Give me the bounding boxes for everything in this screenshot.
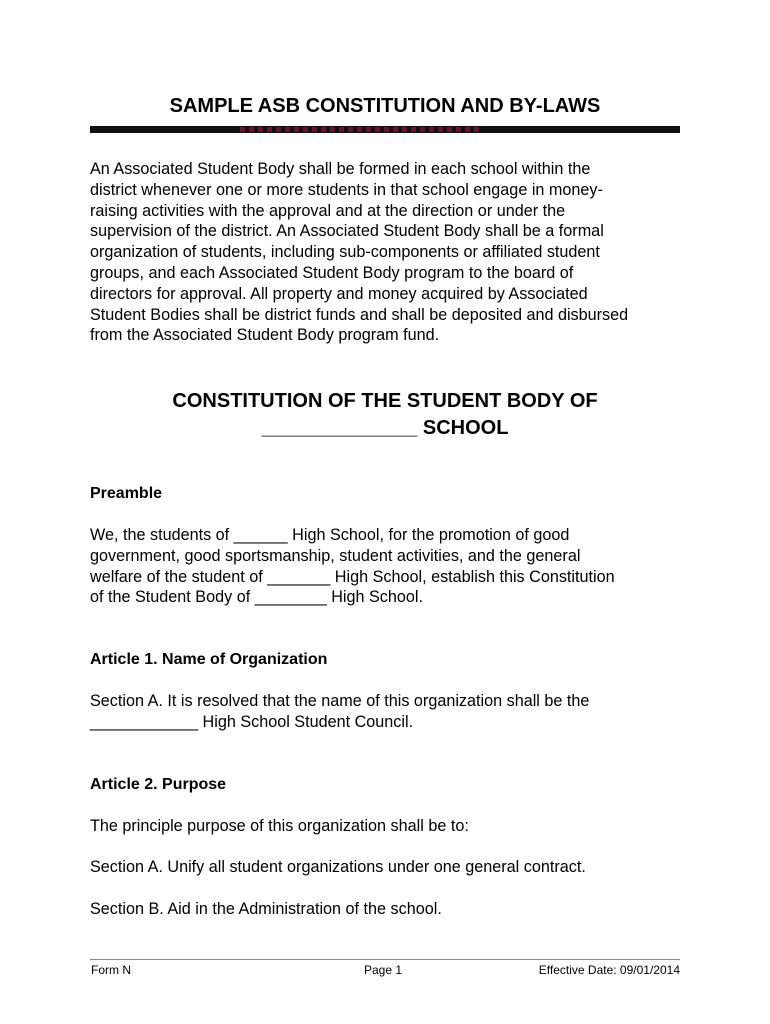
constitution-heading-line2: ______________ SCHOOL (261, 417, 509, 439)
intro-line: supervision of the district. An Associated Student Body shall be a formal (90, 222, 604, 241)
intro-paragraph (90, 159, 690, 346)
title-divider-pattern (240, 127, 480, 132)
preamble-line: We, the students of ______ High School, for the promotion of good (90, 526, 570, 544)
article1-section-a (90, 691, 690, 733)
article2-intro: The principle purpose of this organization shall be to: (90, 817, 469, 835)
intro-line: district whenever one or more students in that school engage in money- (90, 180, 603, 199)
preamble-line: government, good sportsmanship, student activities, and the general (90, 546, 581, 565)
intro-line: from the Associated Student Body program fund. (90, 326, 440, 345)
preamble-paragraph (90, 525, 690, 608)
article2-heading: Article 2. Purpose (90, 776, 227, 793)
footer-divider (90, 959, 680, 960)
article2-section-b: Section B. Aid in the Administration of the school. (90, 900, 442, 918)
article1-heading: Article 1. Name of Organization (90, 651, 328, 668)
preamble-line: welfare of the student of _______ High School, establish this Constitution (90, 567, 615, 586)
intro-line: An Associated Student Body shall be formed in each school within the (90, 160, 591, 178)
intro-line: organization of students, including sub-components or affiliated student (90, 243, 600, 262)
preamble-heading: Preamble (90, 485, 163, 502)
article1-section-a-line: Section A. It is resolved that the name of this organization shall be the (90, 692, 590, 710)
intro-line: groups, and each Associated Student Body program to the board of (90, 263, 574, 282)
title-divider (90, 126, 680, 133)
intro-line: directors for approval. All property and money acquired by Associated (90, 284, 588, 303)
intro-line: Student Bodies shall be district funds and shall be deposited and disbursed (90, 305, 629, 324)
article1-section-a-line: ____________ High School Student Council. (90, 712, 414, 731)
preamble-line: of the Student Body of ________ High School. (90, 588, 423, 607)
footer-effective-date: Effective Date: 09/01/2014 (538, 963, 680, 977)
document-title: SAMPLE ASB CONSTITUTION AND BY-LAWS (169, 95, 601, 117)
constitution-heading (90, 388, 680, 442)
intro-line: raising activities with the approval and at the direction or under the (90, 201, 566, 220)
article2-section-a: Section A. Unify all student organizations under one general contract. (90, 858, 586, 876)
footer-page-number: Page 1 (364, 963, 403, 977)
footer-form-label: Form N (91, 963, 131, 977)
constitution-heading-line1: CONSTITUTION OF THE STUDENT BODY OF (172, 390, 598, 412)
